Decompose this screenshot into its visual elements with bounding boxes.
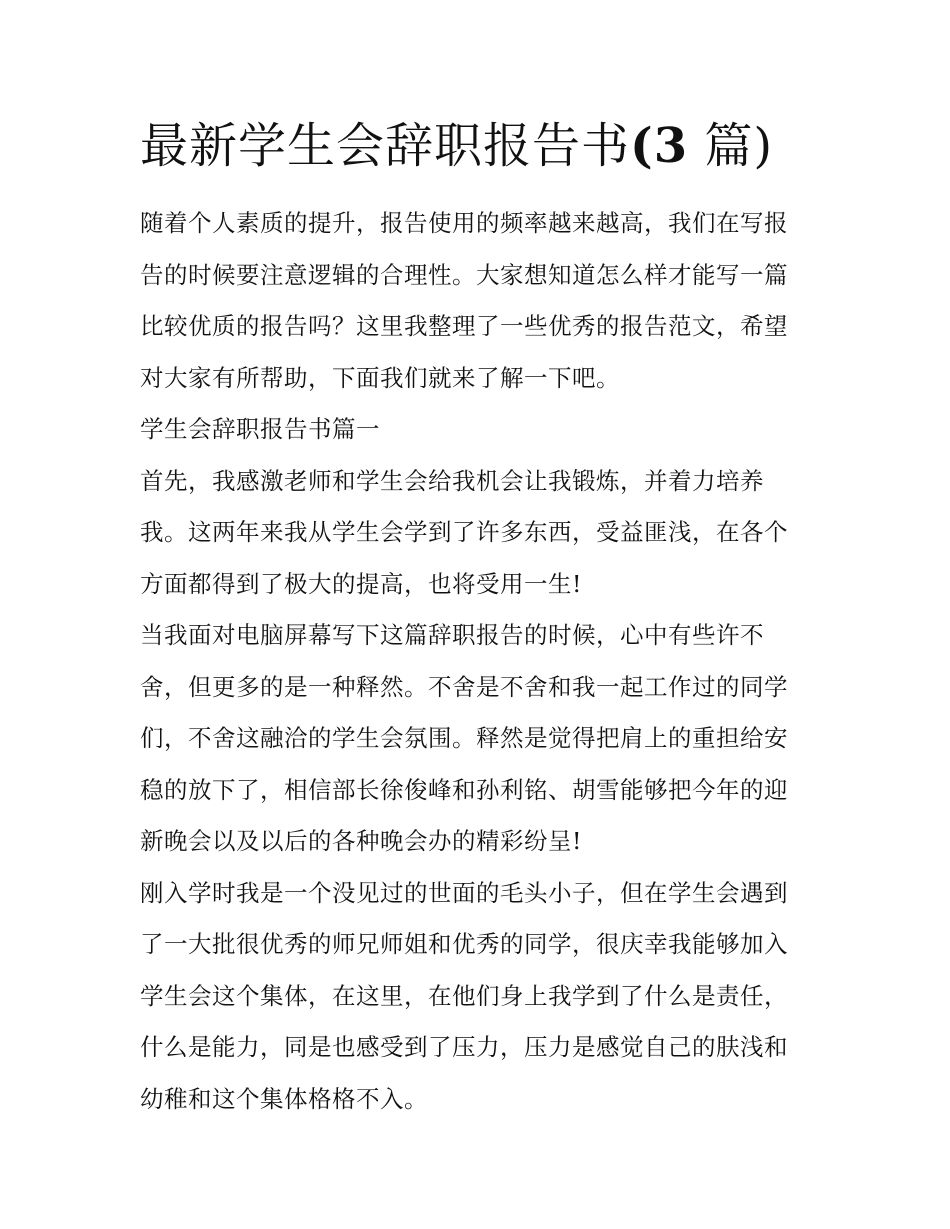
paragraph-2-line-1: 当我面对电脑屏幕写下这篇辞职报告的时候，心中有些许不 <box>140 621 764 649</box>
paragraph-3-line-2: 了一大批很优秀的师兄师姐和优秀的同学，很庆幸我能够加入 <box>140 930 788 958</box>
paragraph-2-line-3: 们，不舍这融洽的学生会氛围。释然是觉得把肩上的重担给安 <box>140 724 788 752</box>
document-body <box>140 198 810 1125</box>
paragraph-2-line-4: 稳的放下了，相信部长徐俊峰和孙利铭、胡雪能够把今年的迎 <box>140 775 788 804</box>
paragraph-2-line-2: 舍，但更多的是一种释然。不舍是不舍和我一起工作过的同学 <box>140 672 788 701</box>
paragraph-3-line-5: 幼稚和这个集体格格不入。 <box>140 1084 428 1113</box>
intro-line-1: 随着个人素质的提升，报告使用的频率越来越高，我们在写报 <box>140 209 788 237</box>
title-count: (3 <box>630 118 689 174</box>
paragraph-2-line-5: 新晚会以及以后的各种晚会办的精彩纷呈! <box>140 827 582 855</box>
paragraph-1-line-3: 方面都得到了极大的提高，也将受用一生! <box>140 569 582 598</box>
paragraph-3-line-1: 刚入学时我是一个没见过的世面的毛头小子，但在学生会遇到 <box>140 878 788 907</box>
intro-line-3: 比较优质的报告吗？这里我整理了一些优秀的报告范文，希望 <box>140 312 788 340</box>
intro-line-4: 对大家有所帮助，下面我们就来了解一下吧。 <box>140 363 620 392</box>
paragraph-1-line-2: 我。这两年来我从学生会学到了许多东西，受益匪浅，在各个 <box>140 518 788 546</box>
paragraph-1-line-1: 首先，我感激老师和学生会给我机会让我锻炼，并着力培养 <box>140 466 764 495</box>
section-heading: 学生会辞职报告书篇一 <box>140 415 380 443</box>
document-title <box>140 113 840 179</box>
paragraph-3-line-3: 学生会这个集体，在这里，在他们身上我学到了什么是责任， <box>140 981 788 1010</box>
title-suffix: 篇) <box>704 118 774 174</box>
title-text: 最新学生会辞职报告书 <box>140 118 631 174</box>
intro-line-2: 告的时候要注意逻辑的合理性。大家想知道怎么样才能写一篇 <box>140 260 788 289</box>
paragraph-3-line-4: 什么是能力，同是也感受到了压力，压力是感觉自己的肤浅和 <box>140 1033 788 1061</box>
